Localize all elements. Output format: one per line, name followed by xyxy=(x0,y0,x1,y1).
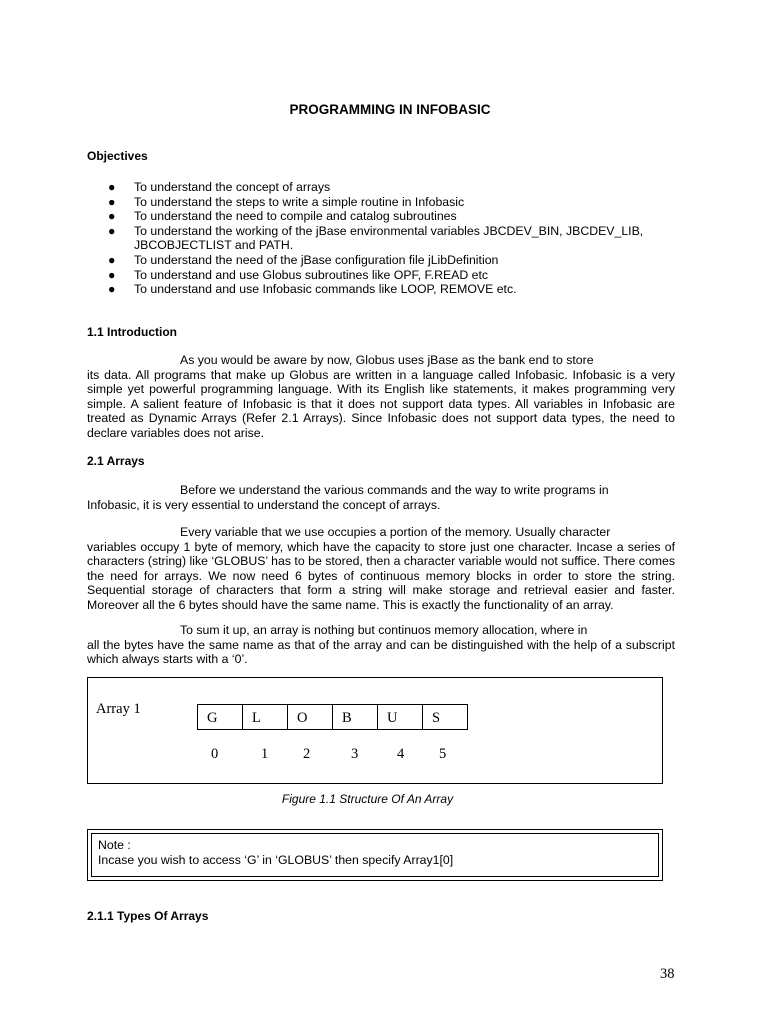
array-index: 1 xyxy=(261,746,269,762)
figure-caption: Figure 1.1 Structure Of An Array xyxy=(281,792,454,806)
list-item: ● To understand the steps to write a simple routine in Infobasic xyxy=(108,194,465,209)
note-text: Incase you wish to access ‘G’ in ‘GLOBUS’ then specify Array1[0] xyxy=(98,853,454,867)
bullet-icon: ● xyxy=(108,267,116,282)
objectives-list xyxy=(87,180,687,297)
note-content xyxy=(98,838,453,868)
array-figure-box xyxy=(87,677,663,784)
array-index: 3 xyxy=(351,746,359,762)
array-cell: S xyxy=(422,704,468,730)
array-label: Array 1 xyxy=(96,701,141,717)
intro-heading: 1.1 Introduction xyxy=(87,325,177,339)
array-index: 0 xyxy=(211,746,219,762)
note-label: Note : xyxy=(98,838,131,852)
objectives-heading: Objectives xyxy=(87,149,148,163)
arrays-heading: 2.1 Arrays xyxy=(87,454,145,468)
arrays-paragraph-2: Every variable that we use occupies a portion of the memory. Usually character variables occupy 1 byte of memory, which have the capacity to store just one character. Incase a series of characters (string) like ‘GLOBUS’ has to be stored, then a character variable would not suffice. There comes the need for arrays. We now need 6 bytes of continuous memory blocks in order to store the string. Sequential storage of characters that form a string will make storage and retrieval easier and faster. Moreover all the 6 bytes should have the same name. This is exactly the functionality of an array. xyxy=(87,525,675,612)
bullet-icon: ● xyxy=(108,223,116,238)
array-cells xyxy=(197,704,468,730)
types-of-arrays-heading: 2.1.1 Types Of Arrays xyxy=(87,909,209,923)
bullet-icon: ● xyxy=(108,282,116,297)
arrays-paragraph-3: To sum it up, an array is nothing but continuos memory allocation, where in all the bytes have the same name as that of the array and can be distinguished with the help of a subscript which always starts with a ‘0’. xyxy=(87,623,675,667)
array-index: 5 xyxy=(439,746,447,762)
array-index: 2 xyxy=(303,746,311,762)
array-cell: U xyxy=(377,704,423,730)
arrays-paragraph-1: Before we understand the various commands and the way to write programs in Infobasic, it is very essential to understand the concept of arrays. xyxy=(87,483,609,512)
array-cell: O xyxy=(287,704,333,730)
bullet-icon: ● xyxy=(108,252,116,267)
array-cell: L xyxy=(242,704,288,730)
list-item: ● To understand the need to compile and catalog subroutines xyxy=(108,209,457,224)
intro-paragraph: As you would be aware by now, Globus uses jBase as the bank end to store its data. All programs that make up Globus are written in a language called Infobasic. Infobasic is a very simple yet powerful programming language. With its English like statements, it makes programming very simple. A salient feature of Infobasic is that it does not support data types. All variables in Infobasic are treated as Dynamic Arrays (Refer 2.1 Arrays). Since Infobasic does not support data types, the need to declare variables does not arise. xyxy=(87,353,675,440)
list-item: ● To understand the working of the jBase environmental variables JBCDEV_BIN, JBCDEV_LIB, JBCOBJECTLIST and PATH. xyxy=(108,223,644,253)
bullet-icon: ● xyxy=(108,180,116,194)
bullet-icon: ● xyxy=(108,209,116,224)
list-item: ● To understand the concept of arrays xyxy=(108,180,331,194)
list-item: ● To understand and use Globus subroutines like OPF, F.READ etc xyxy=(108,267,489,282)
array-index: 4 xyxy=(397,746,405,762)
array-cell: G xyxy=(197,704,243,730)
list-item: ● To understand and use Infobasic commands like LOOP, REMOVE etc. xyxy=(108,282,517,297)
page-title: PROGRAMMING IN INFOBASIC xyxy=(289,102,491,117)
list-item: ● To understand the need of the jBase configuration file jLibDefinition xyxy=(108,252,499,267)
bullet-icon: ● xyxy=(108,194,116,209)
array-cell: B xyxy=(332,704,378,730)
page-number: 38 xyxy=(660,966,675,982)
